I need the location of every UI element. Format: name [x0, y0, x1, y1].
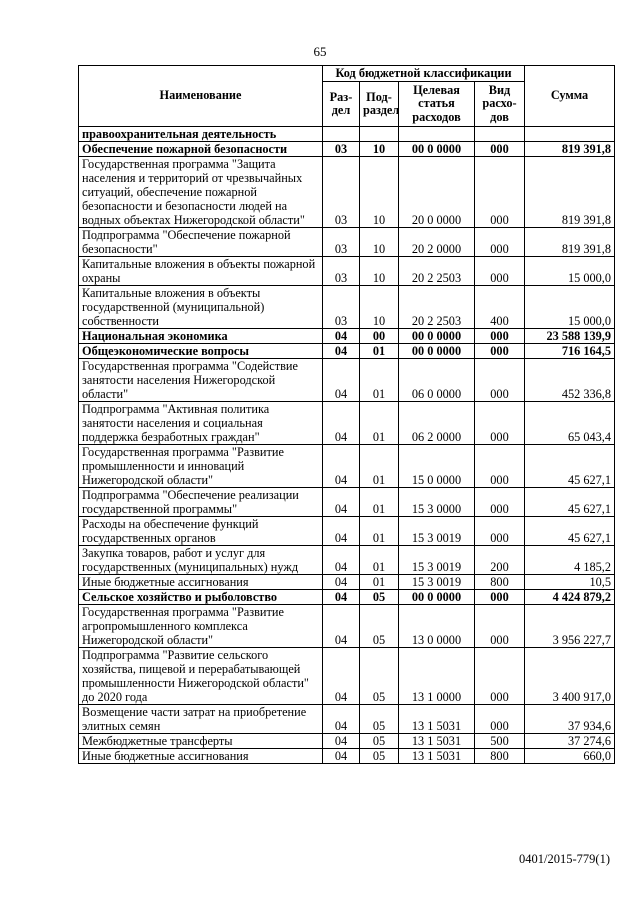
cell-target: 13 1 5031: [399, 734, 475, 749]
cell-name: Государственная программа "Защита населения и территорий от чрезвычайных ситуаций, обеспечение пожарной безопасности и безопасности людей на водных объектах Нижегородской области": [79, 157, 323, 228]
cell-target: 13 0 0000: [399, 605, 475, 648]
cell-subsection: 10: [360, 157, 399, 228]
table-row: [79, 445, 615, 488]
cell-target: 00 0 0000: [399, 344, 475, 359]
table-header: [79, 66, 615, 127]
table-row: [79, 734, 615, 749]
table-row: [79, 142, 615, 157]
cell-section: 03: [323, 228, 360, 257]
cell-sum: 23 588 139,9: [525, 329, 615, 344]
cell-target: [399, 127, 475, 142]
cell-kind: 200: [475, 546, 525, 575]
cell-sum: 819 391,8: [525, 157, 615, 228]
header-target: Целевая статья расходов: [399, 82, 475, 127]
table-row: [79, 257, 615, 286]
cell-kind: 000: [475, 445, 525, 488]
cell-subsection: 01: [360, 359, 399, 402]
cell-name: Государственная программа "Содействие занятости населения Нижегородской области": [79, 359, 323, 402]
document-code: 0401/2015-779(1): [519, 852, 610, 866]
table-row: [79, 648, 615, 705]
cell-target: 20 2 0000: [399, 228, 475, 257]
table-row: [79, 402, 615, 445]
cell-name: Закупка товаров, работ и услуг для государственных (муниципальных) нужд: [79, 546, 323, 575]
cell-subsection: 01: [360, 488, 399, 517]
table-row: [79, 329, 615, 344]
cell-subsection: 00: [360, 329, 399, 344]
cell-sum: 819 391,8: [525, 142, 615, 157]
cell-target: 15 3 0000: [399, 488, 475, 517]
table-row: [79, 157, 615, 228]
cell-sum: 4 185,2: [525, 546, 615, 575]
cell-target: 15 3 0019: [399, 517, 475, 546]
cell-sum: 15 000,0: [525, 286, 615, 329]
table-row: [79, 517, 615, 546]
cell-kind: 000: [475, 359, 525, 402]
cell-target: 06 0 0000: [399, 359, 475, 402]
cell-sum: 452 336,8: [525, 359, 615, 402]
cell-target: 00 0 0000: [399, 329, 475, 344]
cell-sum: 819 391,8: [525, 228, 615, 257]
cell-section: 04: [323, 402, 360, 445]
cell-sum: 3 956 227,7: [525, 605, 615, 648]
table-row: [79, 590, 615, 605]
table-row: [79, 546, 615, 575]
cell-section: 03: [323, 257, 360, 286]
cell-target: 13 1 5031: [399, 749, 475, 764]
cell-name: Национальная экономика: [79, 329, 323, 344]
cell-section: 04: [323, 590, 360, 605]
cell-section: 04: [323, 749, 360, 764]
cell-target: 15 3 0019: [399, 546, 475, 575]
cell-target: 20 2 2503: [399, 257, 475, 286]
cell-target: 20 2 2503: [399, 286, 475, 329]
cell-section: 04: [323, 344, 360, 359]
cell-name: Подпрограмма "Развитие сельского хозяйства, пищевой и перерабатывающей промышленности Нижегородской области" до 2020 года: [79, 648, 323, 705]
cell-subsection: 10: [360, 142, 399, 157]
cell-kind: 000: [475, 157, 525, 228]
header-name: Наименование: [79, 66, 323, 127]
cell-name: Расходы на обеспечение функций государственных органов: [79, 517, 323, 546]
cell-subsection: 10: [360, 286, 399, 329]
cell-sum: 4 424 879,2: [525, 590, 615, 605]
cell-kind: 800: [475, 749, 525, 764]
cell-sum: 660,0: [525, 749, 615, 764]
cell-name: Межбюджетные трансферты: [79, 734, 323, 749]
table-row: [79, 749, 615, 764]
cell-kind: 000: [475, 605, 525, 648]
cell-subsection: 01: [360, 575, 399, 590]
cell-sum: 716 164,5: [525, 344, 615, 359]
cell-kind: 000: [475, 648, 525, 705]
cell-name: Государственная программа "Развитие агропромышленного комплекса Нижегородской области": [79, 605, 323, 648]
cell-kind: 000: [475, 488, 525, 517]
cell-sum: 65 043,4: [525, 402, 615, 445]
cell-subsection: 05: [360, 749, 399, 764]
header-kind: Вид расхо- дов: [475, 82, 525, 127]
table-row: [79, 228, 615, 257]
cell-subsection: 01: [360, 402, 399, 445]
cell-sum: 45 627,1: [525, 488, 615, 517]
cell-kind: 000: [475, 142, 525, 157]
cell-subsection: 05: [360, 648, 399, 705]
table-row: [79, 488, 615, 517]
cell-section: 04: [323, 517, 360, 546]
cell-subsection: 01: [360, 344, 399, 359]
cell-name: Общеэкономические вопросы: [79, 344, 323, 359]
table-row: [79, 359, 615, 402]
cell-section: 04: [323, 359, 360, 402]
cell-name: Подпрограмма "Активная политика занятости населения и социальная поддержка безработных граждан": [79, 402, 323, 445]
cell-section: 04: [323, 445, 360, 488]
cell-kind: [475, 127, 525, 142]
cell-sum: [525, 127, 615, 142]
cell-sum: 37 934,6: [525, 705, 615, 734]
header-sum: Сумма: [525, 66, 615, 127]
cell-target: 13 1 0000: [399, 648, 475, 705]
cell-section: [323, 127, 360, 142]
cell-subsection: 10: [360, 228, 399, 257]
page-number: 65: [313, 44, 327, 59]
cell-kind: 000: [475, 257, 525, 286]
cell-sum: 45 627,1: [525, 517, 615, 546]
table-row: [79, 705, 615, 734]
cell-section: 04: [323, 575, 360, 590]
cell-sum: 15 000,0: [525, 257, 615, 286]
cell-kind: 000: [475, 228, 525, 257]
cell-name: Обеспечение пожарной безопасности: [79, 142, 323, 157]
table-row: [79, 286, 615, 329]
cell-subsection: 01: [360, 445, 399, 488]
cell-target: 06 2 0000: [399, 402, 475, 445]
cell-section: 04: [323, 705, 360, 734]
cell-section: 03: [323, 157, 360, 228]
cell-target: 13 1 5031: [399, 705, 475, 734]
cell-name: Капитальные вложения в объекты пожарной охраны: [79, 257, 323, 286]
cell-kind: 000: [475, 705, 525, 734]
cell-sum: 37 274,6: [525, 734, 615, 749]
cell-sum: 10,5: [525, 575, 615, 590]
cell-section: 04: [323, 605, 360, 648]
cell-name: Возмещение части затрат на приобретение элитных семян: [79, 705, 323, 734]
cell-subsection: 05: [360, 590, 399, 605]
cell-target: 15 3 0019: [399, 575, 475, 590]
cell-kind: 000: [475, 402, 525, 445]
cell-section: 04: [323, 734, 360, 749]
cell-target: 00 0 0000: [399, 590, 475, 605]
cell-kind: 800: [475, 575, 525, 590]
cell-section: 04: [323, 488, 360, 517]
cell-sum: 3 400 917,0: [525, 648, 615, 705]
cell-target: 15 0 0000: [399, 445, 475, 488]
header-classification: Код бюджетной классификации: [323, 66, 525, 82]
cell-kind: 000: [475, 344, 525, 359]
cell-subsection: [360, 127, 399, 142]
table-row: [79, 344, 615, 359]
cell-target: 00 0 0000: [399, 142, 475, 157]
cell-kind: 000: [475, 517, 525, 546]
table-body: [79, 127, 615, 764]
cell-name: Государственная программа "Развитие промышленности и инноваций Нижегородской области": [79, 445, 323, 488]
cell-name: Подпрограмма "Обеспечение пожарной безопасности": [79, 228, 323, 257]
cell-name: правоохранительная деятельность: [79, 127, 323, 142]
cell-kind: 500: [475, 734, 525, 749]
cell-subsection: 01: [360, 546, 399, 575]
cell-subsection: 05: [360, 705, 399, 734]
table-row: [79, 575, 615, 590]
cell-subsection: 10: [360, 257, 399, 286]
cell-subsection: 05: [360, 605, 399, 648]
cell-section: 04: [323, 329, 360, 344]
cell-name: Подпрограмма "Обеспечение реализации государственной программы": [79, 488, 323, 517]
header-section: Раз- дел: [323, 82, 360, 127]
cell-section: 03: [323, 286, 360, 329]
header-subsection: Под- раздел: [360, 82, 399, 127]
cell-kind: 000: [475, 329, 525, 344]
cell-subsection: 05: [360, 734, 399, 749]
cell-name: Иные бюджетные ассигнования: [79, 749, 323, 764]
cell-name: Иные бюджетные ассигнования: [79, 575, 323, 590]
budget-table: [78, 65, 615, 764]
cell-section: 04: [323, 648, 360, 705]
cell-section: 04: [323, 546, 360, 575]
table-row: [79, 127, 615, 142]
cell-subsection: 01: [360, 517, 399, 546]
cell-sum: 45 627,1: [525, 445, 615, 488]
cell-section: 03: [323, 142, 360, 157]
cell-name: Сельское хозяйство и рыболовство: [79, 590, 323, 605]
cell-target: 20 0 0000: [399, 157, 475, 228]
cell-kind: 400: [475, 286, 525, 329]
cell-name: Капитальные вложения в объекты государственной (муниципальной) собственности: [79, 286, 323, 329]
table-row: [79, 605, 615, 648]
cell-kind: 000: [475, 590, 525, 605]
